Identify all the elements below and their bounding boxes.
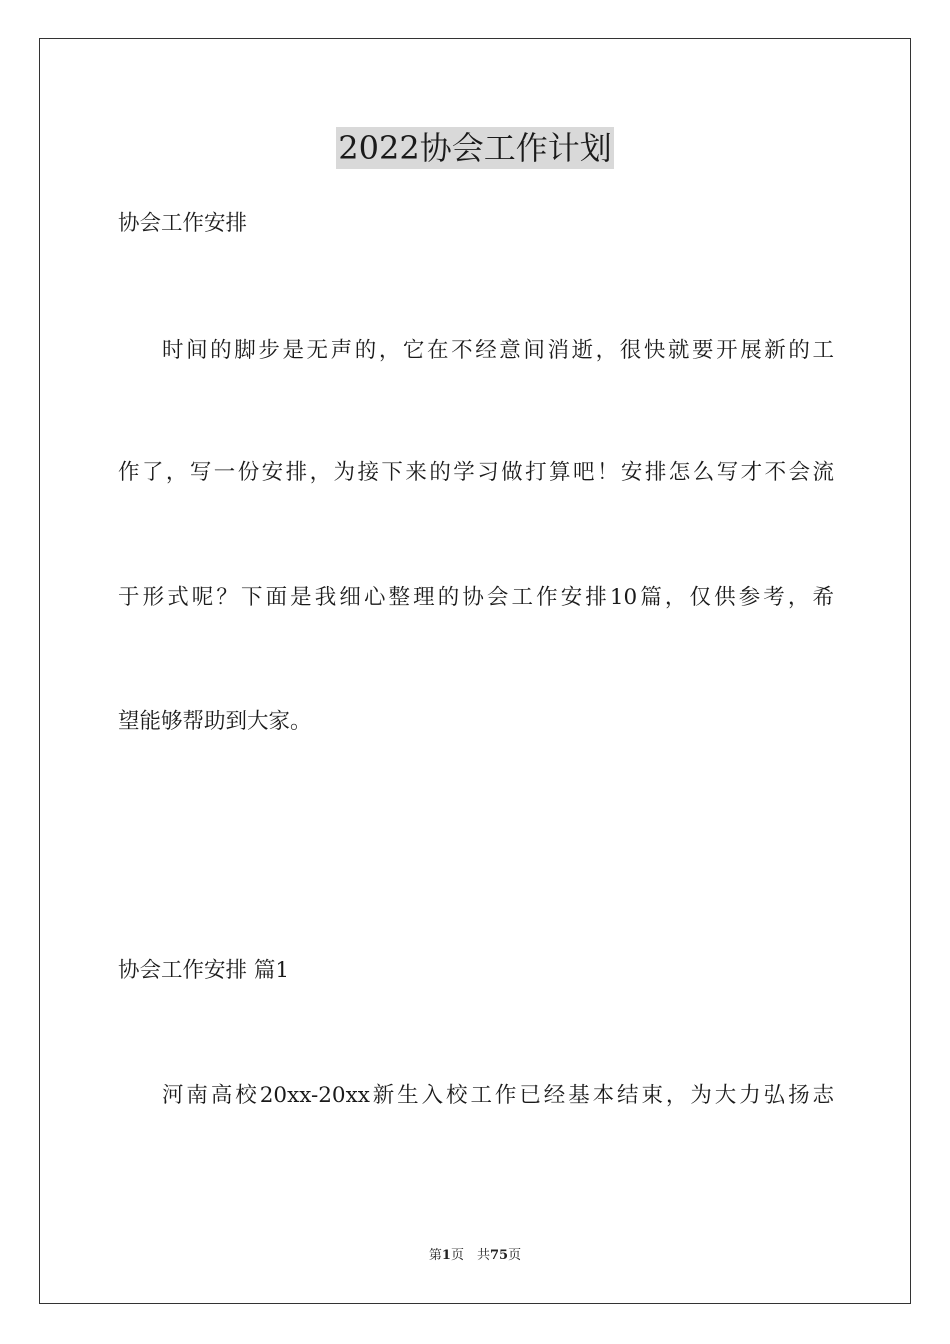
subtitle: 协会工作安排 [118,211,248,236]
intro-line-1: 时间的脚步是无声的，它在不经意间消逝，很快就要开展新的工 [162,338,834,363]
intro-line-2: 作了，写一份安排，为接下来的学习做打算吧！安排怎么写才不会流 [118,460,834,485]
title-container [0,127,950,169]
footer-current-page: 1 [441,1248,451,1263]
footer-suffix: 页 [508,1248,522,1263]
intro-line-3: 于形式呢？下面是我细心整理的协会工作安排10篇，仅供参考，希 [118,585,834,610]
section-heading: 协会工作安排 篇1 [118,958,290,983]
footer-prefix: 第 [428,1248,442,1263]
footer-total-pages: 75 [489,1248,509,1263]
section-line-1: 河南高校20xx-20xx新生入校工作已经基本结束，为大力弘扬志 [162,1083,834,1108]
intro-line-4: 望能够帮助到大家。 [118,709,312,734]
footer-mid: 页 共 [450,1248,490,1263]
page-footer [0,1247,950,1265]
document-title: 2022协会工作计划 [338,129,612,167]
